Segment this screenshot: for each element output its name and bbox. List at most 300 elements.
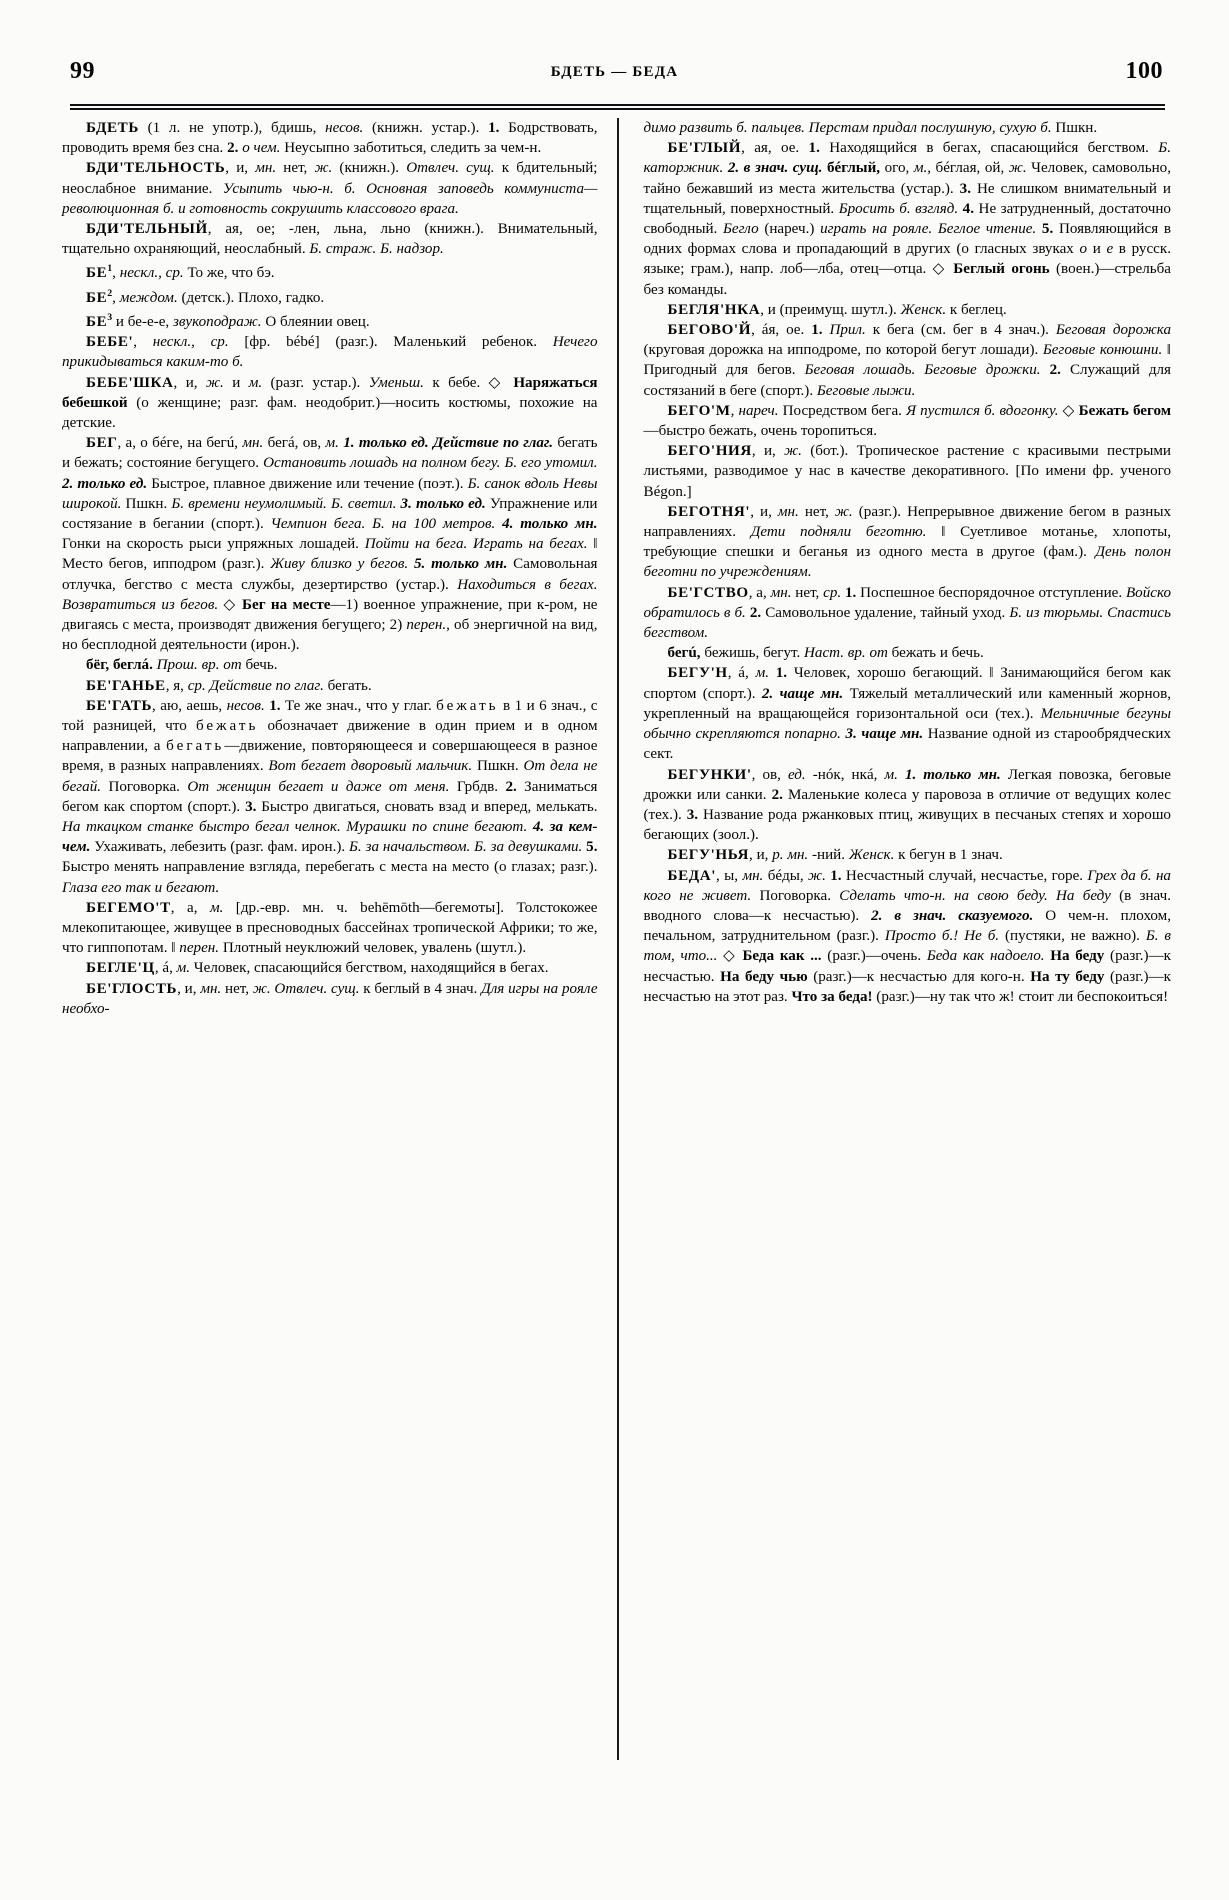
entry-text: ого,: [880, 160, 914, 177]
entry-text: Служащий для состязаний в беге (спорт.).: [643, 362, 1171, 399]
entry-text: Название рода ржанковых птиц, живущих в песчаных степях и хорошо бегающих (зоол.).: [643, 806, 1171, 844]
dictionary-entry: [62, 979, 598, 1019]
entry-text: [др.-евр. мн. ч. behēmōth—бегемоты]. Толстокожее млекопитающее, живущее в пресноводных бассейнах тропической Африки; то же, что гиппопотам. ‖: [62, 899, 598, 957]
entry-text: Не слишком внимательный и тщательный, поверхностный.: [643, 180, 1171, 217]
dictionary-entry: [62, 373, 598, 434]
entry-italic-text: мн.: [770, 584, 792, 601]
entry-italic-text: Б. времени неумолимый. Б. светил.: [171, 495, 397, 512]
entry-text: ,: [730, 402, 739, 419]
entry-text: Быстрое, плавное движение или течение (поэт.).: [147, 475, 468, 492]
entry-text: Пшкн.: [1051, 120, 1098, 136]
dictionary-entry: [644, 643, 1172, 663]
right-column: [617, 118, 1172, 1760]
entry-italic-text: Остановить лошадь на полном бегу. Б. его утомил.: [263, 455, 598, 472]
entry-bold-text: Бег на месте: [242, 596, 331, 613]
entry-text: , ы,: [716, 867, 743, 884]
column-container: [62, 118, 1171, 1760]
entry-text: (разг.). Непрерывное движение бегом в разных направлениях.: [643, 503, 1172, 541]
entry-text: Посредством бега.: [778, 402, 907, 419]
entry-italic-text: От женщин бегает и даже от меня.: [187, 778, 450, 795]
entry-text: к бдительный; неослабное внимание.: [62, 160, 598, 197]
entry-bold-text: 3.: [245, 798, 257, 815]
entry-text: То же, что бэ.: [183, 265, 275, 282]
entry-italic-text: ж.: [205, 374, 224, 391]
running-head: [62, 58, 1167, 98]
entry-italic-text: мн.: [242, 435, 264, 452]
entry-italic-text: ж.: [1008, 160, 1027, 177]
entry-headword: БЕГЛЯ'НКА: [667, 301, 761, 318]
entry-headword: БЕБЕ'ШКА: [86, 374, 174, 391]
entry-text: Поспешное беспорядочное отступление.: [856, 584, 1126, 601]
entry-italic-text: мн.: [742, 867, 764, 884]
entry-text: , и,: [225, 160, 256, 177]
entry-italic-text: Глаза его так и бегают.: [62, 879, 220, 896]
entry-italic-text: Нечего прикидываться каким-то б.: [62, 334, 598, 371]
entry-text: Быстро менять направление взгляда, перебегать с места на место (о глазах; разг.).: [62, 859, 598, 876]
entry-italic-text: Живу близко у бегов.: [270, 556, 409, 573]
header-rule-thick: [70, 104, 1165, 106]
entry-italic-text: Беговая лошадь. Беговые дрожки.: [804, 362, 1041, 379]
entry-italic-text: м.: [325, 435, 339, 452]
entry-text: и бе-е-е,: [112, 313, 173, 330]
entry-italic-text: мн.: [777, 503, 799, 520]
entry-text: (бот.). Тропическое растение с красивыми пестрыми листьями, разводимое у нас в качестве декоративного. [По имени фр. ученого Bégon.]: [643, 443, 1171, 500]
entry-text: О чем-н. плохом, печальном, затруднительном (разг.).: [643, 907, 1171, 945]
entry-bold-text: 5.: [1041, 221, 1054, 238]
entry-text: , áя, ое.: [751, 322, 812, 339]
entry-bold-text: 2.: [771, 786, 783, 803]
entry-italic-text: ж.: [834, 503, 853, 520]
dictionary-entry: [644, 300, 1172, 320]
entry-text: , а, о бéге, на бегú,: [117, 435, 243, 452]
entry-headword: БЕГУ'Н: [667, 665, 728, 682]
dictionary-entry: [62, 308, 598, 332]
entry-text: (разг.)—к несчастью.: [643, 948, 1171, 985]
entry-bold-text: На беду: [1050, 948, 1105, 965]
entry-bold-text: 1.: [844, 584, 857, 601]
entry-text: Гонки на скорость рыси упряжных лошадей.: [62, 536, 365, 553]
entry-text: Человек, хорошо бегающий. ‖ Занимающийся бегом как спортом (спорт.).: [643, 665, 1172, 702]
entry-italic-text: м.: [176, 960, 191, 977]
entry-text: [898, 767, 905, 783]
entry-headword: БЕ'ГЛЫЙ: [667, 140, 742, 157]
entry-italic-text: м.: [755, 665, 769, 682]
entry-text: бечь.: [241, 657, 278, 674]
entry-text: бéглая, ой,: [931, 160, 1009, 177]
entry-italic-text: Просто б.! Не б.: [884, 928, 1000, 945]
dictionary-entry: [62, 433, 598, 655]
entry-text: Быстро двигаться, сновать взад и вперед, мелькать.: [256, 798, 598, 815]
entry-italic-text: м.,: [913, 160, 932, 177]
dictionary-entry: [62, 284, 598, 308]
entry-text: , á,: [154, 960, 177, 977]
entry-sense-label: 2. только ед.: [62, 475, 148, 492]
entry-italic-text: р. мн.: [772, 847, 809, 864]
entry-text: ‖ Место бегов, ипподром (разг.).: [62, 536, 598, 573]
entry-italic-text: нареч.: [738, 402, 779, 419]
entry-bold-text: 1.: [775, 665, 788, 682]
entry-italic-text: о: [1079, 241, 1088, 258]
dictionary-entry: [644, 320, 1172, 401]
entry-bold-text: 1.: [811, 322, 823, 339]
entry-italic-text: Бегло: [723, 221, 759, 238]
entry-letterspaced-text: бежать: [436, 697, 499, 714]
entry-text: Бодрствовать, проводить время без сна.: [62, 120, 598, 157]
entry-italic-text: ед.: [787, 766, 806, 783]
entry-bold-text: 2.: [749, 604, 762, 621]
entry-text: Маленькие колеса у паровоза в отличие от ведущих колес (тех.).: [643, 786, 1171, 823]
entry-text: , об энергичной на вид, но бесплодной деятельности (ирон.).: [62, 616, 598, 654]
entry-headword: БЕГУ'НЬЯ: [667, 847, 750, 864]
entry-italic-text: звукоподраж.: [172, 313, 262, 330]
entry-text: , и (преимущ. шутл.).: [760, 301, 901, 318]
entry-letterspaced-text: бежать: [195, 717, 259, 734]
entry-italic-text: Прош. вр. от: [156, 657, 242, 674]
dictionary-entry: [644, 845, 1172, 865]
dictionary-entry: [644, 663, 1172, 764]
entry-text: Название одной из старообрядческих сект.: [643, 726, 1171, 763]
dictionary-entry: [62, 958, 598, 978]
entry-headword: БЕГОВО'Й: [667, 322, 752, 339]
entry-bold-text: 1.: [830, 867, 842, 884]
entry-headword: БЕГ: [86, 435, 118, 452]
entry-bold-text: 5.: [586, 839, 598, 856]
entry-bold-text: 2.: [505, 778, 517, 795]
entry-bold-text: бёг, беглá.: [86, 657, 153, 674]
entry-text: Плотный неуклюжий человек, увалень (шутл.).: [219, 940, 527, 957]
entry-headword: БЕ'ГСТВО: [667, 584, 749, 601]
entry-text: Человек, спасающийся бегством, находящийся в бегах.: [190, 960, 549, 977]
entry-text: бéды,: [763, 867, 809, 884]
entry-italic-text: Беговые лыжи.: [816, 382, 916, 399]
entry-italic-text: нескл., ср.: [119, 265, 184, 282]
entry-italic-text: Беда как надоело.: [926, 948, 1045, 965]
entry-headword: БЕГЛЕ'Ц: [86, 960, 155, 977]
entry-text: , ов,: [751, 766, 788, 783]
entry-text: (пустяки, не важно).: [999, 928, 1146, 945]
entry-italic-text: Дети подняли беготню.: [750, 524, 927, 541]
entry-sense-label: 3. чаще мн.: [845, 726, 924, 743]
entry-italic-text: Б. из тюрьмы. Спастись бегством.: [643, 604, 1171, 642]
entry-text: Самовольное удаление, тайный уход.: [761, 604, 1010, 621]
entry-text: , аю, аешь,: [152, 697, 227, 714]
entry-headword: БДИ'ТЕЛЬНЫЙ: [86, 221, 208, 238]
entry-headword: БЕГЕМО'Т: [86, 899, 171, 916]
entry-bold-text: бéглый,: [822, 160, 881, 177]
entry-italic-text: перен.: [179, 940, 220, 957]
dictionary-entry: [62, 158, 598, 219]
entry-bold-text: 4.: [962, 200, 974, 217]
entry-headword: БДИ'ТЕЛЬНОСТЬ: [86, 160, 226, 177]
entry-text: , á,: [727, 665, 756, 682]
entry-italic-text: Для игры на рояле необхо-: [62, 980, 598, 1017]
entry-text: , и,: [751, 443, 785, 460]
entry-text: ◇: [717, 948, 743, 965]
entry-italic-text: перен.: [406, 616, 447, 633]
entry-italic-text: Беговые конюшни.: [1042, 342, 1163, 359]
entry-text: ,: [112, 265, 120, 282]
entry-italic-text: Мельничные бегуны обычно скрепляются попарно.: [643, 705, 1171, 743]
entry-text: , я,: [165, 677, 188, 694]
entry-italic-text: нескл., ср.: [152, 334, 229, 351]
entry-sense-label: 3. только ед.: [400, 495, 486, 512]
dictionary-entry: [62, 676, 598, 696]
entry-italic-text: Женск.: [900, 301, 947, 318]
entry-italic-text: ж.: [314, 160, 333, 177]
entry-text: ,: [133, 334, 153, 351]
entry-text: , и,: [749, 847, 773, 864]
header-rule: [70, 104, 1165, 110]
entry-italic-text: м.: [248, 374, 263, 391]
entry-text: О блеянии овец.: [261, 313, 370, 330]
entry-bold-text: 2.: [1049, 362, 1061, 379]
entry-text: Пшкн.: [121, 495, 172, 512]
entry-text: -нóк, нкá,: [805, 766, 885, 783]
entry-text: в русск. языке; грам.), напр. лоб—лба, отец—отца. ◇: [643, 241, 1171, 278]
entry-text: Грбдв.: [449, 778, 506, 795]
entry-text: (разг.)—ну так что ж! стоит ли беспокоиться!: [872, 988, 1169, 1005]
entry-text: -ний.: [808, 847, 849, 864]
dictionary-entry: [644, 138, 1172, 300]
entry-text: (детск.). Плохо, гадко.: [177, 289, 325, 306]
entry-bold-text: 1.: [488, 120, 500, 136]
dictionary-entry: [644, 118, 1172, 138]
entry-text: Несчастный случай, несчастье, горе.: [841, 867, 1088, 884]
entry-text: к бегун в 1 знач.: [894, 847, 1003, 864]
dictionary-entry: [644, 765, 1172, 846]
dictionary-entry: [644, 401, 1172, 441]
entry-italic-text: Б. каторжник.: [643, 140, 1171, 177]
entry-text: Те же знач., что у глаг.: [280, 697, 437, 714]
entry-text: к бега (см. бег в 4 знач.).: [865, 322, 1056, 339]
entry-italic-text: ж.: [784, 443, 802, 460]
entry-text: Поговорка.: [751, 887, 840, 904]
entry-italic-text: День полон беготни по учреждениям.: [643, 544, 1171, 581]
entry-headword: БЕ: [86, 265, 108, 282]
dictionary-entry: [62, 898, 598, 959]
entry-italic-text: Б. санок вдоль Невы широкой.: [62, 475, 598, 512]
entry-text: Неусыпно заботиться, следить за чем-н.: [280, 140, 542, 157]
entry-text: к бебе. ◇: [423, 374, 514, 391]
entry-text: бегать и бежать; состояние бегущего.: [62, 435, 598, 472]
entry-text: Находящийся в бегах, спасающийся бегством.: [819, 140, 1159, 157]
entry-text: Поговорка.: [101, 778, 188, 795]
entry-text: Пшкн.: [472, 758, 524, 775]
entry-text: нет,: [276, 160, 315, 177]
entry-sense-label: 4. только мн.: [502, 515, 598, 532]
entry-bold-text: 3.: [959, 180, 971, 197]
entry-text: (круговая дорожка на ипподроме, по которой бегут лошади).: [643, 342, 1043, 359]
entry-text: (воен.)—стрельба без команды.: [643, 261, 1171, 298]
entry-italic-text: мн.: [200, 980, 222, 997]
entry-text: к беглец.: [946, 301, 1007, 318]
entry-text: , и,: [177, 980, 201, 997]
entry-italic-text: ж. Отвлеч. сущ.: [252, 980, 360, 997]
entry-italic-text: мн.: [255, 160, 277, 177]
entry-italic-text: От дела не бегай.: [62, 758, 598, 795]
entry-italic-text: о чем.: [238, 140, 281, 157]
entry-text: (разг.)—к несчастью для кого-н.: [807, 968, 1031, 985]
entry-text: ◇: [218, 596, 243, 613]
entry-text: нет,: [798, 503, 835, 520]
entry-italic-text: Б. за начальством. Б. за девушками.: [349, 839, 583, 856]
entry-text: , а,: [748, 584, 771, 601]
entry-text: нет,: [221, 980, 253, 997]
entry-text: (разг. устар.).: [262, 374, 369, 391]
entry-italic-text: Наст. вр. от: [804, 645, 888, 662]
entry-bold-text: 3.: [686, 806, 699, 823]
entry-italic-text: Уменьш.: [368, 374, 424, 391]
entry-italic-text: играть на рояле. Беглое чтение.: [820, 221, 1037, 238]
entry-text: Ухаживать, лебезить (разг. фам. ирон.).: [90, 839, 350, 856]
entry-bold-text: Бежать бегом: [1078, 402, 1172, 419]
entry-bold-text: Наряжаться бебешкой: [62, 374, 598, 411]
entry-italic-text: Находиться в бегах. Возвратиться из бегов.: [62, 576, 598, 613]
entry-italic-text: Войско обратилось в б.: [643, 584, 1171, 621]
entry-text: и: [1087, 241, 1107, 258]
entry-text: ,: [112, 289, 120, 306]
dictionary-entry: [644, 441, 1172, 502]
entry-text: [1041, 362, 1050, 378]
entry-text: —быстро бежать, очень торопиться.: [643, 423, 877, 440]
entry-text: ‖ Пригодный для бегов.: [643, 342, 1171, 379]
entry-bold-text: На беду чью: [720, 968, 808, 985]
entry-bold-text: Что за беда!: [791, 988, 873, 1005]
dictionary-entry: [62, 118, 598, 158]
dictionary-entry: [644, 502, 1172, 583]
entry-bold-text: Беглый огонь: [953, 261, 1050, 278]
entry-sense-label: 1. только ед. Действие по глаг.: [343, 435, 554, 452]
entry-text: (разг.)—к несчастью на этот раз.: [643, 968, 1171, 1005]
dictionary-entry: [62, 655, 598, 675]
entry-headword: БЕ: [86, 313, 108, 330]
entry-text: , а,: [170, 899, 210, 916]
entry-text: Не затрудненный, достаточно свободный.: [643, 200, 1171, 238]
entry-text: бежать и бечь.: [887, 645, 984, 662]
header-rule-thin: [70, 108, 1165, 110]
homonym-index: 1: [107, 263, 113, 275]
entry-bold-text: На ту беду: [1030, 968, 1105, 985]
entry-italic-text: Прил.: [829, 322, 866, 339]
entry-text: , и,: [173, 374, 206, 391]
entry-text: —1) военное упражнение, при к-ром, не двигаясь с места, производят движения бегущего; 2): [62, 596, 598, 633]
entry-text: нет,: [791, 584, 824, 601]
entry-italic-text: ж.: [808, 867, 826, 884]
entry-sense-label: 5. только мн.: [413, 556, 508, 573]
entry-italic-text: Чемпион бега. Б. на 100 метров.: [270, 515, 496, 532]
entry-italic-text: Усыпить чью-н. б. Основная заповедь коммуниста—революционная б. и готовность сокрушить классового врага.: [62, 180, 598, 217]
entry-bold-text: 2.: [227, 140, 239, 157]
entry-italic-text: Бросить б. взгляд.: [838, 200, 959, 217]
entry-italic-text: Я пустился б. вдогонку.: [906, 402, 1059, 419]
entry-text: (о женщине; разг. фам. неодобрит.)—носить костюмы, похожие на детские.: [62, 394, 598, 431]
dictionary-entry: [644, 866, 1172, 1007]
entry-headword: БЕ: [86, 289, 108, 306]
entry-headword: БДЕТЬ: [86, 120, 139, 136]
entry-headword: БЕ'ГАНЬЕ: [86, 677, 166, 694]
entry-text: в 1 и 6 знач., с той разницей, что: [62, 697, 598, 734]
entry-text: ◇: [1058, 402, 1079, 419]
entry-sense-label: 2. в знач. сущ.: [727, 160, 823, 177]
entry-text: —движение, повторяющееся и совершающееся в разное время, в разных направлениях.: [62, 738, 598, 775]
entry-bold-text: Беда как ...: [742, 948, 822, 965]
entry-sense-label: 2. чаще мн.: [761, 685, 844, 702]
left-column: [62, 118, 617, 1760]
entry-italic-text: Беговая дорожка: [1055, 322, 1172, 339]
entry-italic-text: Вот бегает дворовый мальчик.: [268, 758, 473, 775]
entry-text: Самовольная отлучка, бегство с места службы, дезертирство (устар.).: [62, 556, 598, 593]
entry-sense-label: 4. за кем-чем.: [62, 819, 598, 856]
entry-headword: БЕБЕ': [86, 334, 134, 351]
entry-text: Упражнение или состязание в бегании (спорт.).: [62, 495, 598, 532]
entry-text: обозначает движение в один прием и в одном направлении, а: [62, 717, 598, 755]
entry-italic-text: Женск.: [848, 847, 895, 864]
entry-text: бегá, ов,: [263, 435, 326, 452]
entry-italic-text: несов.: [325, 120, 364, 136]
entry-bold-text: 1.: [808, 140, 820, 157]
entry-text: к беглый в 4 знач.: [359, 980, 482, 997]
entry-headword: БЕГУНКИ': [667, 766, 752, 783]
entry-sense-label: 2. в знач. сказуемого.: [871, 907, 1034, 924]
entry-headword: БЕДА': [667, 867, 717, 884]
dictionary-entry: [62, 219, 598, 259]
entry-italic-text: междом.: [119, 289, 178, 306]
entry-text: (разг.)—очень.: [821, 948, 927, 965]
entry-text: (в знач. вводного слова—к несчастью).: [643, 887, 1171, 924]
entry-text: Заниматься бегом как спортом (спорт.).: [62, 778, 598, 815]
entry-italic-text: димо развить б. пальцев. Перстам придал послушную, сухую б.: [643, 120, 1052, 136]
entry-text: Появляющийся в одних формах слова и пропадающий в других (о гласных звуках: [643, 221, 1171, 258]
entry-italic-text: Пойти на бега. Играть на бегах.: [364, 536, 588, 553]
entry-text: , ая, ое; -лен, льна, льно (книжн.). Внимательный, тщательно охраняющий, неослабный.: [62, 221, 598, 258]
entry-text: (нареч.): [758, 221, 821, 238]
running-head-title: БДЕТЬ — БЕДА: [550, 64, 679, 80]
entry-letterspaced-text: бегать: [166, 738, 225, 755]
entry-headword: БЕ'ГЛОСТЬ: [86, 980, 178, 997]
entry-italic-text: На ткацком станке быстро бегал челнок. Мурашки по спине бегают.: [62, 819, 528, 835]
homonym-index: 2: [107, 287, 113, 299]
entry-italic-text: несов.: [226, 697, 265, 714]
entry-text: [фр. bébé] (разг.). Маленький ребенок.: [228, 334, 553, 351]
entry-italic-text: Б. в том, что...: [643, 928, 1171, 965]
dictionary-entry: [62, 332, 598, 372]
entry-italic-text: м.: [209, 899, 224, 916]
entry-italic-text: е: [1106, 241, 1114, 258]
entry-headword: БЕГО'М: [667, 402, 731, 419]
entry-bold-text: 1.: [269, 697, 281, 714]
entry-text: Легкая повозка, беговые дрожки или санки.: [643, 766, 1171, 803]
entry-text: (книжн.).: [332, 160, 407, 177]
entry-text: ‖ Суетливое мотанье, хлопоты, требующие спешки и беганья из одного места в другое (фам.).: [643, 524, 1171, 561]
entry-italic-text: м.: [884, 766, 898, 783]
dictionary-entry: [644, 583, 1172, 644]
homonym-index: 3: [107, 311, 113, 323]
entry-headword: БЕГОТНЯ': [667, 503, 751, 520]
entry-italic-text: ср.: [823, 584, 842, 601]
entry-headword: БЕ'ГАТЬ: [86, 697, 153, 714]
entry-text: (1 л. не употр.), бдишь,: [138, 120, 326, 136]
dictionary-entry: [62, 696, 598, 898]
entry-text: и: [223, 374, 249, 391]
entry-text: [769, 665, 776, 681]
entry-italic-text: ср. Действие по глаг.: [187, 677, 324, 694]
folio-right: 100: [1125, 58, 1163, 84]
entry-headword: БЕГО'НИЯ: [667, 443, 752, 460]
folio-left: 99: [70, 58, 95, 84]
entry-text: Человек, самовольно, тайно бежавший из места жительства (устар.).: [643, 160, 1171, 197]
entry-italic-text: Отвлеч. сущ.: [406, 160, 495, 177]
entry-italic-text: Грех да б. на кого не живет.: [643, 867, 1171, 904]
